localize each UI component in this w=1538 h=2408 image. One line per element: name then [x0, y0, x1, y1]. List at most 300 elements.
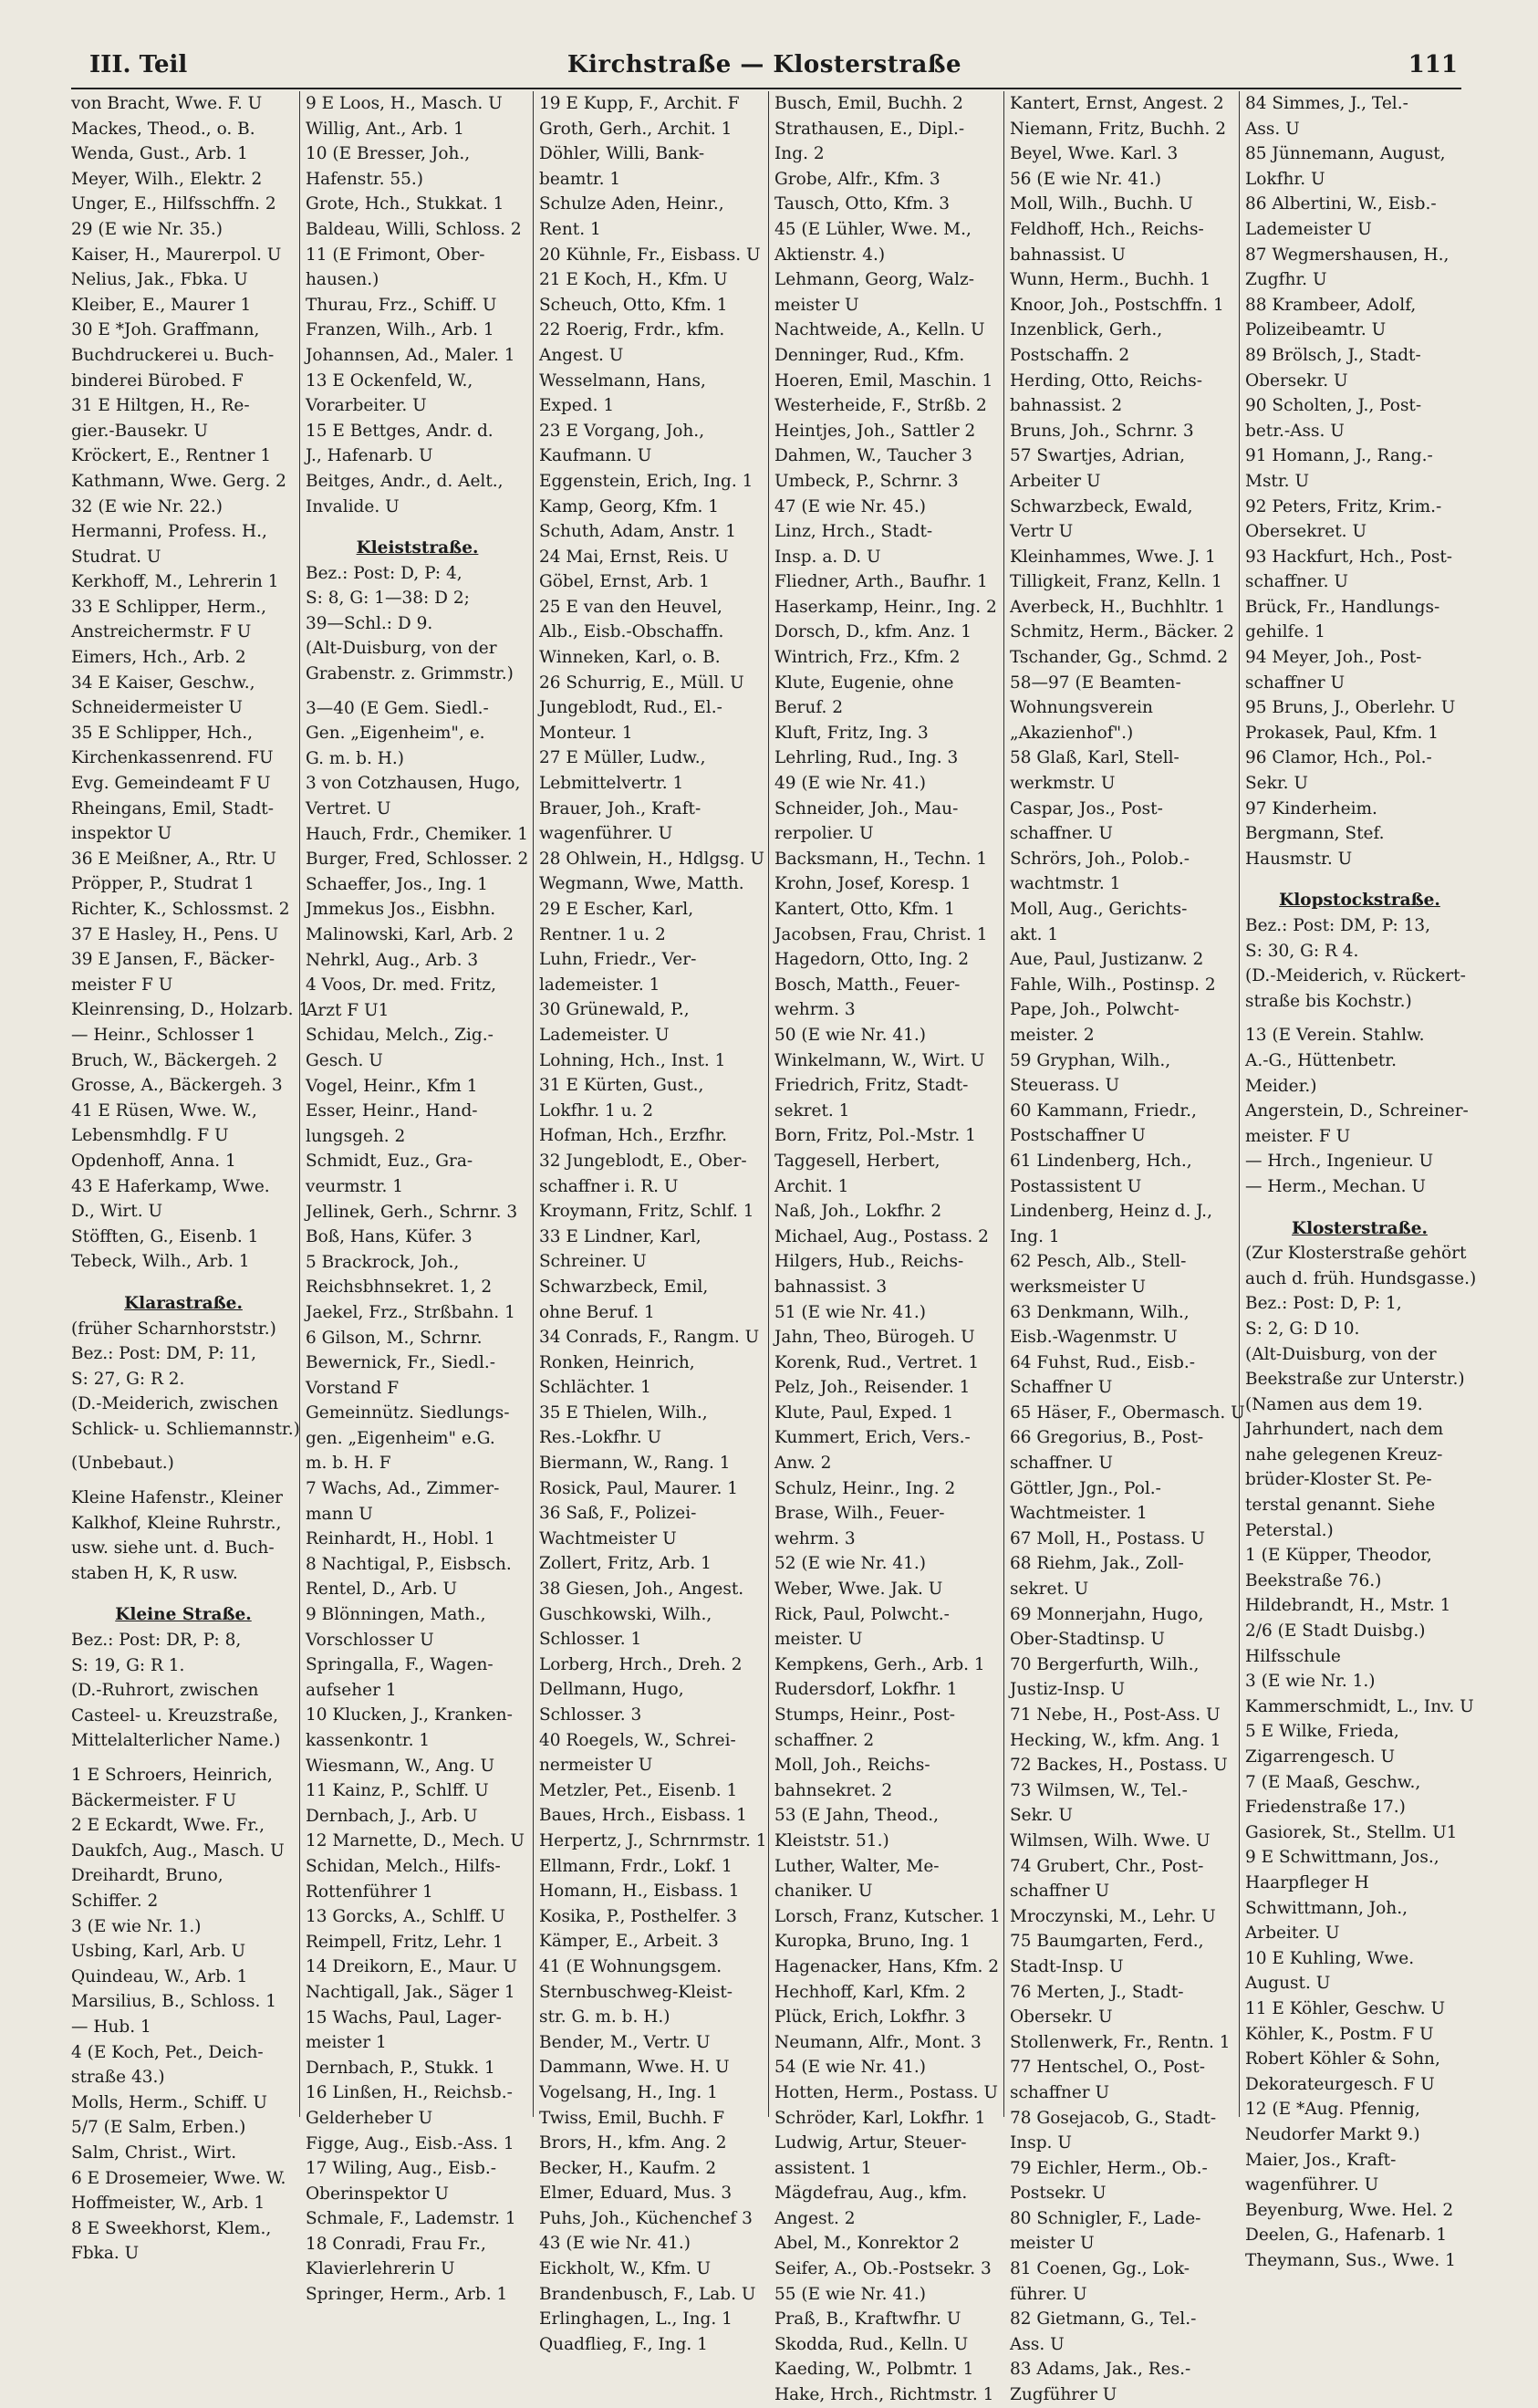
entry-line: lungsgeh. 2 [306, 1126, 406, 1146]
entry-line: straße bis Kochstr.) [1245, 991, 1412, 1011]
entry-line: Brück, Fr., Handlungs- [1245, 597, 1440, 617]
entry-line: Vorarbeiter. U [306, 396, 427, 416]
column-3 [533, 91, 768, 2354]
entry-line: 87 Wegmershausen, H., [1245, 245, 1450, 265]
entry-line: Kröckert, E., Rentner 1 [71, 446, 272, 466]
entry-line: Beyenburg, Wwe. Hel. 2 [1245, 2200, 1454, 2220]
entry-line: Kammerschmidt, L., Inv. U [1245, 1696, 1474, 1716]
header-rule [71, 88, 1461, 89]
entry-line: Arzt F U1 [306, 1000, 390, 1020]
entry-line: Unger, E., Hilfsschffn. 2 [71, 194, 276, 214]
entry-line: Schaeffer, Jos., Ing. 1 [306, 874, 488, 894]
entry-line: 27 E Müller, Ludw., [539, 748, 706, 768]
entry-line: S: 27, G: R 2. [71, 1369, 185, 1389]
street-heading: Kleine Straße. [115, 1605, 252, 1625]
entry-line: Hilgers, Hub., Reichs- [774, 1252, 964, 1272]
entry-line: Zollert, Fritz, Arb. 1 [539, 1554, 712, 1574]
entry-line: Maier, Jos., Kraft- [1245, 2150, 1397, 2170]
entry-line: 47 (E wie Nr. 45.) [774, 496, 927, 516]
entry-line: 53 (E Jahn, Theod., [774, 1806, 940, 1826]
entry-line: Quindeau, W., Arb. 1 [71, 1966, 248, 1986]
entry-line: Ludwig, Artur, Steuer- [774, 2133, 967, 2153]
entry-line: Grosse, A., Bäckergeh. 3 [71, 1076, 283, 1096]
entry-line: 28 Ohlwein, H., Hdlgsg. U [539, 849, 764, 869]
entry-line: inspektor U [71, 824, 172, 844]
entry-line: Meider.) [1245, 1076, 1317, 1096]
entry-line: Lehrling, Rud., Ing. 3 [774, 748, 959, 768]
entry-line: kassenkontr. 1 [306, 1731, 431, 1750]
entry-line: Robert Köhler & Sohn, [1245, 2049, 1440, 2069]
entry-line: Gemeinnütz. Siedlungs- [306, 1403, 510, 1423]
entry-line: Jungeblodt, Rud., El.- [539, 698, 722, 718]
entry-line: 54 (E wie Nr. 41.) [774, 2058, 927, 2078]
entry-line: Eisb.-Wagenmstr. U [1010, 1328, 1178, 1348]
entry-line: Kaiser, H., Maurerpol. U [71, 245, 282, 265]
entry-line: werkmstr. U [1010, 774, 1116, 794]
entry-line: Wachtmeister U [539, 1528, 677, 1548]
entry-line: Ass. U [1010, 2334, 1065, 2354]
entry-line: 80 Schnigler, F., Lade- [1010, 2208, 1201, 2228]
entry-line: Vertr U [1010, 522, 1074, 542]
entry-line: Pelz, Joh., Reisender. 1 [774, 1378, 971, 1398]
street-range-title: Kirchstraße — Klosterstraße [566, 51, 962, 78]
entry-line: 95 Bruns, J., Oberlehr. U [1245, 698, 1456, 718]
entry-line: Sekr. U [1010, 1806, 1073, 1826]
entry-line: Obersekret. U [1245, 522, 1367, 542]
entry-line: 67 Moll, H., Postass. U [1010, 1528, 1206, 1548]
entry-line: wagenführer. U [1245, 2175, 1379, 2195]
entry-line: August. U [1245, 1974, 1331, 1994]
entry-line: (Namen aus dem 19. [1245, 1394, 1423, 1414]
entry-line: Daukfch, Aug., Masch. U [71, 1840, 285, 1861]
entry-line: Ober-Stadtinsp. U [1010, 1630, 1165, 1650]
entry-line: 25 E van den Heuvel, [539, 597, 722, 617]
entry-line: 8 Nachtigal, P., Eisbsch. [306, 1554, 512, 1574]
entry-line: 79 Eichler, Herm., Ob.- [1010, 2158, 1208, 2178]
entry-line: Schmale, F., Lademstr. 1 [306, 2209, 516, 2229]
entry-line: 96 Clamor, Hch., Pol.- [1245, 748, 1432, 768]
entry-line: nermeister U [539, 1756, 653, 1776]
entry-line: Weber, Wwe. Jak. U [774, 1579, 943, 1600]
entry-line: (früher Scharnhorststr.) [71, 1319, 276, 1339]
entry-line: 66 Gregorius, B., Post- [1010, 1428, 1204, 1448]
entry-line: Mroczynski, M., Lehr. U [1010, 1906, 1216, 1926]
entry-line: schaffner U [1245, 672, 1346, 693]
entry-line: 22 Roerig, Frdr., kfm. [539, 320, 725, 340]
entry-line: 68 Riehm, Jak., Zoll- [1010, 1554, 1184, 1574]
entry-line: Becker, H., Kaufm. 2 [539, 2158, 717, 2178]
entry-line: 34 E Kaiser, Geschw., [71, 672, 255, 693]
entry-line: von Bracht, Wwe. F. U [71, 94, 263, 113]
entry-line: Moll, Joh., Reichs- [774, 1756, 930, 1776]
entry-line: 9 Blönningen, Math., [306, 1605, 486, 1625]
entry-line: 7 Wachs, Ad., Zimmer- [306, 1479, 500, 1499]
entry-line: Insp. a. D. U [774, 547, 881, 567]
entry-line: Deelen, G., Hafenarb. 1 [1245, 2226, 1448, 2246]
entry-line: Baues, Hrch., Eisbass. 1 [539, 1806, 747, 1826]
entry-line: 74 Grubert, Chr., Post- [1010, 1856, 1204, 1876]
entry-line: Usbing, Karl, Arb. U [71, 1942, 246, 1962]
entry-line: wachtmstr. 1 [1010, 874, 1121, 894]
entry-line: Peterstal.) [1245, 1520, 1334, 1540]
entry-line: Schidan, Melch., Hilfs- [306, 1856, 501, 1876]
entry-line: 75 Baumgarten, Ferd., [1010, 1932, 1204, 1952]
entry-line: Obersekr. U [1010, 2007, 1113, 2028]
entry-line: (Zur Klosterstraße gehört [1245, 1244, 1467, 1264]
entry-line: mann U [306, 1504, 373, 1524]
entry-line: Springer, Herm., Arb. 1 [306, 2285, 508, 2305]
entry-line: Bez.: Post: D, P: 1, [1245, 1294, 1402, 1314]
entry-line: 58 Glaß, Karl, Stell- [1010, 748, 1179, 768]
spacer [1245, 1014, 1474, 1023]
entry-line: Elmer, Eduard, Mus. 3 [539, 2184, 733, 2204]
entry-line: Wohnungsverein [1010, 698, 1153, 718]
entry-line: Linz, Hrch., Stadt- [774, 522, 933, 542]
entry-line: auch d. früh. Hundsgasse.) [1245, 1268, 1477, 1288]
entry-line: Dreihardt, Bruno, [71, 1866, 223, 1886]
entry-line: Winneken, Karl, o. B. [539, 648, 721, 668]
entry-line: 61 Lindenberg, Hch., [1010, 1151, 1192, 1171]
entry-line: Brors, H., kfm. Ang. 2 [539, 2133, 727, 2153]
entry-line: Heintjes, Joh., Sattler 2 [774, 421, 976, 441]
entry-line: Vorschlosser U [306, 1630, 434, 1650]
entry-line: Wiesmann, W., Ang. U [306, 1756, 495, 1776]
entry-line: Malinowski, Karl, Arb. 2 [306, 925, 514, 944]
entry-line: Brauer, Joh., Kraft- [539, 798, 701, 818]
entry-line: 33 E Lindner, Karl, [539, 1226, 701, 1246]
entry-line: 39 E Jansen, F., Bäcker- [71, 950, 275, 970]
entry-line: 33 E Schlipper, Herm., [71, 597, 267, 617]
entry-line: Schaffner U [1010, 1378, 1113, 1398]
entry-line: 8 E Sweekhorst, Klem., [71, 2218, 272, 2238]
entry-line: führer. U [1010, 2284, 1087, 2304]
entry-line: Jmmekus Jos., Eisbhn. [306, 900, 496, 920]
entry-line: 10 (E Bresser, Joh., [306, 144, 471, 164]
entry-line: Gesch. U [306, 1050, 383, 1070]
entry-line: Franzen, Wilh., Arb. 1 [306, 320, 494, 340]
entry-line: 5 Brackrock, Joh., [306, 1252, 460, 1272]
entry-line: Kluft, Fritz, Ing. 3 [774, 723, 929, 743]
entry-line: Alb., Eisb.-Obschaffn. [539, 622, 724, 642]
entry-line: Angest. U [539, 345, 624, 365]
entry-line: 56 (E wie Nr. 41.) [1010, 169, 1162, 189]
entry-line: Fbka. U [71, 2244, 140, 2264]
entry-line: A.-G., Hüttenbetr. [1245, 1050, 1397, 1070]
entry-line: Westerheide, F., Strßb. 2 [774, 396, 987, 416]
entry-line: Guschkowski, Wilh., [539, 1604, 712, 1624]
entry-line: rerpolier. U [774, 824, 874, 844]
entry-line: 55 (E wie Nr. 41.) [774, 2284, 927, 2304]
entry-line: 1 E Schroers, Heinrich, [71, 1766, 273, 1785]
entry-line: Rudersdorf, Lokfhr. 1 [774, 1680, 958, 1700]
spacer [71, 1754, 296, 1763]
entry-line: Rick, Paul, Polwcht.- [774, 1604, 950, 1624]
entry-line: Aue, Paul, Justizanw. 2 [1010, 950, 1204, 970]
entry-line: Lorberg, Hrch., Dreh. 2 [539, 1654, 743, 1674]
entry-line: Casteel- u. Kreuzstraße, [71, 1705, 278, 1725]
entry-line: 40 Roegels, W., Schrei- [539, 1730, 736, 1750]
entry-line: Plück, Erich, Lokfhr. 3 [774, 2007, 966, 2028]
entry-line: 39—Schl.: D 9. [306, 613, 433, 633]
entry-line: Dellmann, Hugo, [539, 1680, 684, 1700]
entry-line: 71 Nebe, H., Post-Ass. U [1010, 1705, 1221, 1725]
entry-line: — Heinr., Schlosser 1 [71, 1025, 256, 1045]
entry-line: Buchdruckerei u. Buch- [71, 345, 275, 365]
entry-line: 3 von Cotzhausen, Hugo, [306, 774, 521, 794]
entry-line: 65 Häser, F., Obermasch. U [1010, 1402, 1245, 1423]
entry-line: Busch, Emil, Buchh. 2 [774, 94, 963, 113]
street-heading: Kleiststraße. [356, 538, 479, 558]
entry-line: Homann, H., Eisbass. 1 [539, 1882, 740, 1902]
entry-line: Anstreichermstr. F U [71, 622, 252, 642]
entry-line: 91 Homann, J., Rang.- [1245, 446, 1433, 466]
entry-line: 63 Denkmann, Wilh., [1010, 1302, 1190, 1322]
entry-line: 49 (E wie Nr. 41.) [774, 774, 927, 794]
entry-line: 15 E Bettges, Andr. d. [306, 421, 494, 441]
entry-line: Skodda, Rud., Kelln. U [774, 2334, 969, 2354]
entry-line: Bender, M., Vertr. U [539, 2032, 711, 2052]
entry-line: Kleiststr. 51.) [774, 1830, 889, 1850]
entry-line: Fliedner, Arth., Baufhr. 1 [774, 572, 988, 592]
entry-line: 35 E Schlipper, Hch., [71, 723, 253, 743]
entry-line: S: 19, G: R 1. [71, 1655, 185, 1675]
entry-line: meister U [1010, 2234, 1095, 2254]
entry-line: Michael, Aug., Postass. 2 [774, 1226, 989, 1246]
entry-line: Grabenstr. z. Grimmstr.) [306, 664, 514, 684]
entry-line: 23 E Vorgang, Joh., [539, 421, 705, 441]
entry-line: 15 Wachs, Paul, Lager- [306, 2007, 502, 2028]
entry-line: 2 E Eckardt, Wwe. Fr., [71, 1816, 265, 1836]
entry-line: 11 Kainz, P., Schlff. U [306, 1781, 489, 1801]
entry-line: Hechhoff, Karl, Kfm. 2 [774, 1982, 966, 2002]
entry-line: 82 Gietmann, G., Tel.- [1010, 2309, 1197, 2330]
entry-line: akt. 1 [1010, 924, 1059, 944]
entry-line: Schidau, Melch., Zig.- [306, 1026, 494, 1046]
entry-line: 76 Merten, J., Stadt- [1010, 1982, 1184, 2002]
column-2 [299, 91, 533, 2305]
entry-line: schaffner. U [1010, 824, 1113, 844]
entry-line: Gasiorek, St., Stellm. U1 [1245, 1822, 1458, 1842]
entry-line: Göttler, Jgn., Pol.- [1010, 1478, 1161, 1498]
entry-line: Wachtmeister. 1 [1010, 1504, 1148, 1524]
entry-line: Döhler, Willi, Bank- [539, 144, 705, 164]
entry-line: 1 (E Küpper, Theodor, [1245, 1546, 1432, 1566]
entry-line: 85 Jünnemann, August, [1245, 144, 1446, 164]
entry-line: Beyel, Wwe. Karl. 3 [1010, 144, 1179, 164]
entry-line: Hagenacker, Hans, Kfm. 2 [774, 1956, 1000, 1976]
entry-line: Mstr. U [1245, 471, 1310, 491]
entry-line: Klavierlehrerin U [306, 2259, 455, 2279]
entry-line: Luhn, Friedr., Ver- [539, 950, 697, 970]
page-header [64, 46, 1465, 88]
entry-line: Kaufmann. U [539, 446, 652, 466]
entry-line: Grote, Hch., Stukkat. 1 [306, 194, 504, 214]
entry-line: Schlick- u. Schliemannstr.) [71, 1419, 300, 1439]
entry-line: Res.-Lokfhr. U [539, 1428, 662, 1448]
entry-line: Friedenstraße 17.) [1245, 1798, 1406, 1818]
entry-line: str. G. m. b. H.) [539, 2007, 670, 2028]
entry-line: 35 E Thielen, Wilh., [539, 1402, 708, 1423]
street-heading: Klarastraße. [124, 1293, 243, 1313]
entry-line: wehrm. 3 [774, 1000, 856, 1020]
entry-line: 60 Kammann, Friedr., [1010, 1100, 1197, 1121]
entry-line: Dahmen, W., Taucher 3 [774, 446, 972, 466]
entry-line: 72 Backes, H., Postass. U [1010, 1756, 1228, 1776]
entry-line: Arbeiter U [1010, 471, 1101, 491]
entry-line: Stadt-Insp. U [1010, 1956, 1124, 1976]
entry-line: Insp. U [1010, 2133, 1072, 2153]
entry-line: Marsilius, B., Schloss. 1 [71, 1992, 276, 2012]
entry-line: Beekstraße 76.) [1245, 1570, 1382, 1590]
entry-line: werksmeister U [1010, 1277, 1146, 1297]
entry-line: beamtr. 1 [539, 169, 621, 189]
entry-line: Molls, Herm., Schiff. U [71, 2092, 267, 2112]
entry-line: Esser, Heinr., Hand- [306, 1101, 478, 1121]
entry-line: J., Hafenarb. U [306, 446, 433, 466]
entry-line: Hoffmeister, W., Arb. 1 [71, 2194, 265, 2214]
entry-line: Richter, K., Schlossmst. 2 [71, 900, 290, 919]
entry-line: bahnassist. 3 [774, 1277, 888, 1297]
entry-line: Dorsch, D., kfm. Anz. 1 [774, 622, 972, 642]
entry-line: 14 Dreikorn, E., Maur. U [306, 1957, 518, 1977]
entry-line: Lebmittelvertr. 1 [539, 774, 684, 794]
entry-line: Hecking, W., kfm. Ang. 1 [1010, 1730, 1221, 1750]
entry-line: Schmitz, Herm., Bäcker. 2 [1010, 622, 1234, 642]
entry-line: — Herm., Mechan. U [1245, 1176, 1426, 1196]
entry-line: 69 Monnerjahn, Hugo, [1010, 1604, 1204, 1624]
entry-line: 81 Coenen, Gg., Lok- [1010, 2259, 1190, 2279]
entry-line: Schneidermeister U [71, 698, 243, 718]
entry-line: Puhs, Joh., Küchenchef 3 [539, 2208, 753, 2228]
entry-line: schaffner. 2 [774, 1730, 875, 1750]
entry-line: Prokasek, Paul, Kfm. 1 [1245, 723, 1439, 743]
entry-line: Exped. 1 [539, 396, 615, 416]
entry-line: 5/7 (E Salm, Erben.) [71, 2118, 246, 2138]
entry-line: Sekr. U [1245, 774, 1308, 794]
entry-line: (D.-Ruhrort, zwischen [71, 1681, 259, 1701]
entry-line: Kleinrensing, D., Holzarb. 1 [71, 1000, 310, 1020]
entry-line: brüder-Kloster St. Pe- [1245, 1470, 1432, 1490]
entry-line: Bewernick, Fr., Siedl.- [306, 1353, 496, 1373]
entry-line: Studrat. U [71, 547, 161, 567]
entry-line: Knoor, Joh., Postschffn. 1 [1010, 295, 1224, 315]
entry-line: Hafenstr. 55.) [306, 169, 424, 189]
entry-line: Schuth, Adam, Anstr. 1 [539, 522, 737, 542]
street-heading: Klopstockstraße. [1279, 891, 1440, 911]
entry-line: Beitges, Andr., d. Aelt., [306, 471, 504, 491]
entry-line: Ing. 1 [1010, 1226, 1060, 1246]
entry-line: Brase, Wilh., Feuer- [774, 1504, 945, 1524]
entry-line: m. b. H. F [306, 1454, 391, 1474]
entry-line: Zugführer U [1010, 2385, 1117, 2405]
entry-line: wehrm. 3 [774, 1528, 856, 1548]
entry-line: Reinhardt, H., Hobl. 1 [306, 1529, 495, 1549]
entry-line: Zugfhr. U [1245, 270, 1327, 290]
entry-line: G. m. b. H.) [306, 748, 405, 768]
entry-line: Schneider, Joh., Mau- [774, 798, 959, 818]
spacer [71, 1476, 296, 1485]
entry-line: Tschander, Gg., Schmd. 2 [1010, 648, 1229, 668]
entry-line: Hotten, Herm., Postass. U [774, 2082, 999, 2102]
entry-line: 13 Gorcks, A., Schlff. U [306, 1907, 505, 1927]
spacer [1245, 1200, 1474, 1209]
entry-line: 38 Giesen, Joh., Angest. [539, 1579, 744, 1600]
entry-line: Baldeau, Willi, Schloss. 2 [306, 219, 522, 239]
section-label: III. Teil [89, 51, 188, 78]
entry-line: 43 E Haferkamp, Wwe. [71, 1176, 270, 1196]
entry-line: schaffner. U [1245, 572, 1348, 592]
entry-line: Boß, Hans, Küfer. 3 [306, 1227, 473, 1247]
entry-line: Bez.: Post: DR, P: 8, [71, 1631, 242, 1651]
entry-line: 9 E Schwittmann, Jos., [1245, 1848, 1439, 1868]
entry-line: Zigarrengesch. U [1245, 1747, 1396, 1767]
entry-line: Ass. U [1245, 119, 1300, 139]
entry-line: meister F U [71, 975, 173, 995]
entry-line: nahe gelegenen Kreuz- [1245, 1444, 1443, 1465]
entry-line: „Akazienhof".) [1010, 723, 1134, 743]
entry-line: Oberinspektor U [306, 2184, 450, 2204]
entry-line: Averbeck, H., Buchhltr. 1 [1010, 597, 1226, 617]
entry-line: Bäckermeister. F U [71, 1790, 237, 1810]
entry-line: 4 (E Koch, Pet., Deich- [71, 2042, 264, 2062]
entry-line: Krohn, Josef, Koresp. 1 [774, 874, 972, 894]
entry-line: Aktienstr. 4.) [774, 245, 886, 265]
entry-line: Wintrich, Frz., Kfm. 2 [774, 648, 961, 668]
entry-line: Haarpfleger H [1245, 1872, 1369, 1892]
entry-line: Kleinhammes, Wwe. J. 1 [1010, 547, 1216, 567]
entry-line: Umbeck, P., Schrnr. 3 [774, 471, 959, 491]
entry-line: Schreiner. U [539, 1252, 647, 1272]
entry-line: 29 E Escher, Karl, [539, 900, 694, 919]
entry-line: Hagedorn, Otto, Ing. 2 [774, 950, 969, 970]
entry-line: Feldhoff, Hch., Reichs- [1010, 219, 1204, 239]
entry-line: Naß, Joh., Lokfhr. 2 [774, 1202, 942, 1222]
column-4 [768, 91, 1003, 2405]
entry-line: lademeister. 1 [539, 975, 660, 995]
entry-line: 30 E *Joh. Graffmann, [71, 320, 260, 340]
entry-line: 11 E Köhler, Geschw. U [1245, 1998, 1446, 2018]
spacer [71, 1442, 296, 1451]
entry-line: 97 Kinderheim. [1245, 798, 1377, 818]
entry-line: meister 1 [306, 2033, 387, 2053]
entry-line: assistent. 1 [774, 2158, 872, 2178]
entry-line: Biermann, W., Rang. 1 [539, 1454, 731, 1474]
entry-line: Angest. 2 [774, 2208, 856, 2228]
entry-line: 32 Jungeblodt, E., Ober- [539, 1151, 747, 1171]
entry-line: sekret. U [1010, 1579, 1089, 1600]
entry-line: 2/6 (E Stadt Duisbg.) [1245, 1621, 1426, 1642]
entry-line: Kleiber, E., Maurer 1 [71, 295, 252, 315]
entry-line: 36 E Meißner, A., Rtr. U [71, 849, 276, 869]
entry-line: Rent. 1 [539, 219, 601, 239]
entry-line: Opdenhoff, Anna. 1 [71, 1151, 236, 1171]
entry-line: Lokfhr. U [1245, 169, 1325, 189]
entry-line: Kalkhof, Kleine Ruhrstr., [71, 1513, 282, 1533]
entry-line: Hoeren, Emil, Maschin. 1 [774, 370, 993, 391]
entry-line: hausen.) [306, 270, 379, 290]
entry-line: Neumann, Alfr., Mont. 3 [774, 2032, 982, 2052]
entry-line: Angerstein, D., Schreiner- [1245, 1101, 1469, 1121]
entry-line: 10 Klucken, J., Kranken- [306, 1705, 513, 1725]
entry-line: S: 30, G: R 4. [1245, 941, 1359, 961]
entry-line: 52 (E wie Nr. 41.) [774, 1554, 927, 1574]
entry-line: Scheuch, Otto, Kfm. 1 [539, 295, 728, 315]
entry-line: Schwittmann, Joh., [1245, 1898, 1408, 1918]
entry-line: Monteur. 1 [539, 723, 633, 743]
spacer [306, 519, 529, 528]
entry-line: Lebensmhdlg. F U [71, 1126, 229, 1146]
entry-line: 6 E Drosemeier, Wwe. W. [71, 2168, 286, 2188]
